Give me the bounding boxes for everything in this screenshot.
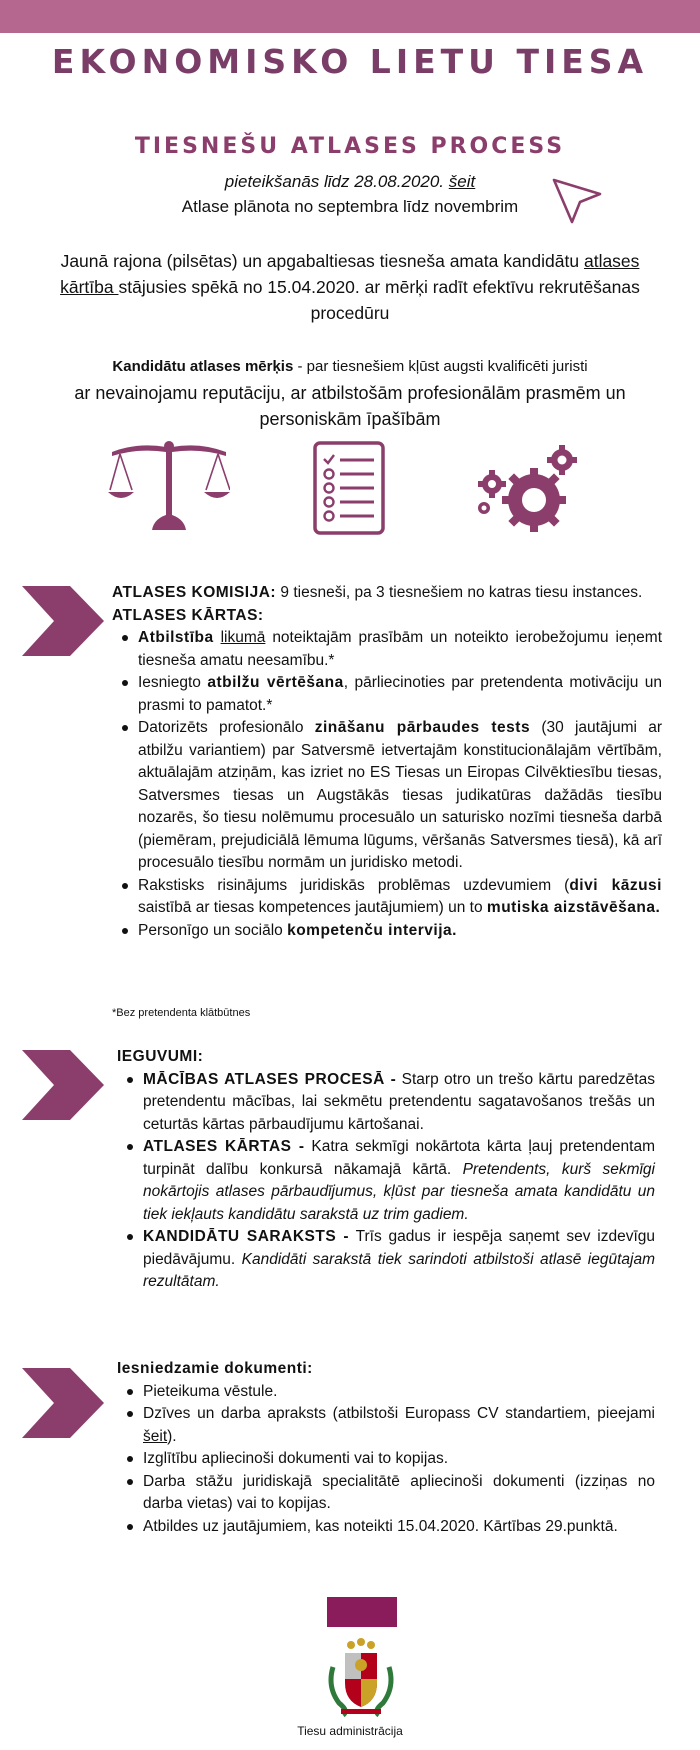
coat-of-arms-logo xyxy=(323,1637,399,1717)
item-text: ). xyxy=(167,1427,177,1445)
item-text: Personīgo un sociālo xyxy=(138,921,288,939)
page-title: EKONOMISKO LIETU TIESA xyxy=(51,42,649,81)
selection-stages-section xyxy=(112,582,662,942)
intro-link[interactable]: atlases kārtība xyxy=(60,251,640,297)
documents-list xyxy=(117,1381,655,1539)
goal-text-2: ar nevainojamu reputāciju, ar atbilstošām profesionālām prasmēm un personiskām īpašībām xyxy=(74,383,626,429)
item-bold: ATLASES KĀRTAS - xyxy=(143,1138,305,1155)
goal-line-1 xyxy=(112,358,587,375)
item-bold: MĀCĪBAS ATLASES PROCESĀ - xyxy=(143,1070,397,1088)
goal-text-1: - par tiesnešiem kļūst augsti kvalificēti juristi xyxy=(293,358,588,375)
footer-color-block xyxy=(327,1597,397,1627)
chevron-right-icon xyxy=(22,1368,104,1438)
benefits-label-text: IEGUVUMI: xyxy=(117,1048,204,1065)
item-text: Starp otro un trešo kārtu paredzētas pretendentu mācības, lai sekmētu pretendentu sagatavošanos trešās un ceturtās kārtas pārbaudījumu kārtošanai. xyxy=(143,1070,655,1133)
stages-label xyxy=(112,605,662,628)
list-item xyxy=(117,1136,655,1226)
chevron-right-icon xyxy=(22,586,104,656)
gears-icon xyxy=(474,444,580,532)
intro-text-2: stājusies spēkā no 15.04.2020. ar mērķi radīt efektīvu rekrutēšanas procedūru xyxy=(118,277,640,323)
law-link[interactable]: likumā xyxy=(220,629,266,646)
item-text: Katra sekmīgi nokārtota kārta ļauj pretendentam turpināt dalību konkursā nākamajā kārtā. xyxy=(143,1138,655,1178)
list-item: Atbildes uz jautājumiem, kas noteikti 15.04.2020. Kārtības 29.punktā. xyxy=(117,1516,655,1539)
top-bar xyxy=(0,0,700,33)
item-italic: Pretendents, kurš sekmīgi nokārtojis atlases pārbaudījumus, kļūst par tiesneša amata kandidātu un tiek iekļauts kandidātu sarakstā uz trim gadiem. xyxy=(143,1160,655,1223)
item-text: saistībā ar tiesas kompetences jautājumiem) un to xyxy=(138,899,487,916)
deadline-link[interactable]: šeit xyxy=(448,172,476,191)
item-text: Dzīves un darba apraksts (atbilstoši Europass CV standartiem, pieejami xyxy=(143,1405,655,1422)
section-subtitle: TIESNEŠU ATLASES PROCESS xyxy=(134,134,566,159)
item-bold: Atbilstība xyxy=(138,629,214,646)
documents-section xyxy=(117,1358,655,1538)
list-item xyxy=(117,1069,655,1137)
commission-line xyxy=(112,582,662,605)
stages-list xyxy=(112,627,662,942)
stages-label-text: ATLASES KĀRTAS: xyxy=(112,606,264,624)
chevron-right-icon xyxy=(22,1050,104,1120)
deadline-text: pieteikšanās līdz 28.08.2020. xyxy=(224,172,449,191)
item-bold: kompetenču intervija. xyxy=(287,921,457,939)
item-text: Rakstisks risinājums juridiskās problēmas uzdevumiem ( xyxy=(138,876,570,894)
benefits-section xyxy=(117,1046,655,1294)
checklist-icon xyxy=(312,440,386,536)
item-text: (30 jautājumi ar atbilžu variantiem) par Satversmē ietvertajām konstitucionālajām vērtībām, aktuālajām atziņām, kas izriet no ES Tiesas un Eiropas Cilvēktiesību tiesas, Satversmes tiesas un Augstākās tiesas judikatūras dažādās tiesību nozarēs, šo tiesu nolēmumu procesuālo un saturisko nozīmi tiesneša darbā (piemēram, prejudiciālā lēmuma lūgums, vēršanās Satversmes tiesā), kā arī procesuālo tiesību normām un juridisko metodi. xyxy=(138,719,662,871)
list-item xyxy=(112,627,662,672)
commission-label: ATLASES KOMISIJA: xyxy=(112,584,277,601)
item-bold: atbilžu vērtēšana xyxy=(207,674,344,691)
list-item: Darba stāžu juridiskajā specialitātē apliecinoši dokumenti (izziņas no darba vietas) vai to kopijas. xyxy=(117,1471,655,1516)
item-text: Datorizēts profesionālo xyxy=(138,719,315,736)
list-item xyxy=(112,717,662,875)
item-bold: divi kāzusi xyxy=(569,876,662,894)
list-item xyxy=(117,1226,655,1294)
list-item xyxy=(117,1403,655,1448)
item-bold: zināšanu pārbaudes tests xyxy=(314,719,531,736)
item-text: , pārliecinoties par pretendenta motivāciju un prasmi to pamatot.* xyxy=(138,674,663,714)
goal-label: Kandidātu atlases mērķis xyxy=(112,358,294,375)
list-item: Izglītību apliecinoši dokumenti vai to kopijas. xyxy=(117,1448,655,1471)
intro-text-1: Jaunā rajona (pilsētas) un apgabaltiesas tiesneša amata kandidātu xyxy=(60,251,584,271)
goal-paragraph xyxy=(40,352,660,432)
scales-icon xyxy=(108,438,230,534)
intro-paragraph xyxy=(60,248,640,326)
benefits-list xyxy=(117,1069,655,1294)
documents-label-text: Iesniedzamie dokumenti: xyxy=(117,1360,313,1377)
documents-label xyxy=(117,1358,655,1381)
benefits-label xyxy=(117,1046,655,1069)
list-item xyxy=(112,875,662,920)
item-text: Iesniegto xyxy=(138,674,208,691)
planned-text: Atlase plānota no septembra līdz novembrim xyxy=(181,197,519,216)
item-text: noteiktajām prasībām un noteikto ierobežojumu ieņemt tiesneša amatu neesamību.* xyxy=(138,629,662,669)
item-bold: KANDIDĀTU SARAKSTS - xyxy=(143,1228,350,1245)
footnote: *Bez pretendenta klātbūtnes xyxy=(112,1007,251,1019)
item-text: Trīs gadus ir iespēja saņemt sev izdevīgu piedāvājumu. xyxy=(143,1228,655,1268)
list-item xyxy=(112,920,662,943)
europass-link[interactable]: šeit xyxy=(143,1427,168,1445)
list-item xyxy=(112,672,662,717)
item-italic: Kandidāti sarakstā tiek sarindoti atbilstoši atlasē iegūtajam rezultātam. xyxy=(143,1250,655,1290)
item-bold: mutiska aizstāvēšana. xyxy=(486,899,661,916)
footer-org-name: Tiesu administrācija xyxy=(297,1724,403,1738)
cursor-arrow-icon xyxy=(548,172,608,232)
list-item: Pieteikuma vēstule. xyxy=(117,1381,655,1404)
commission-text: 9 tiesneši, pa 3 tiesnešiem no katras tiesu instances. xyxy=(276,584,643,601)
